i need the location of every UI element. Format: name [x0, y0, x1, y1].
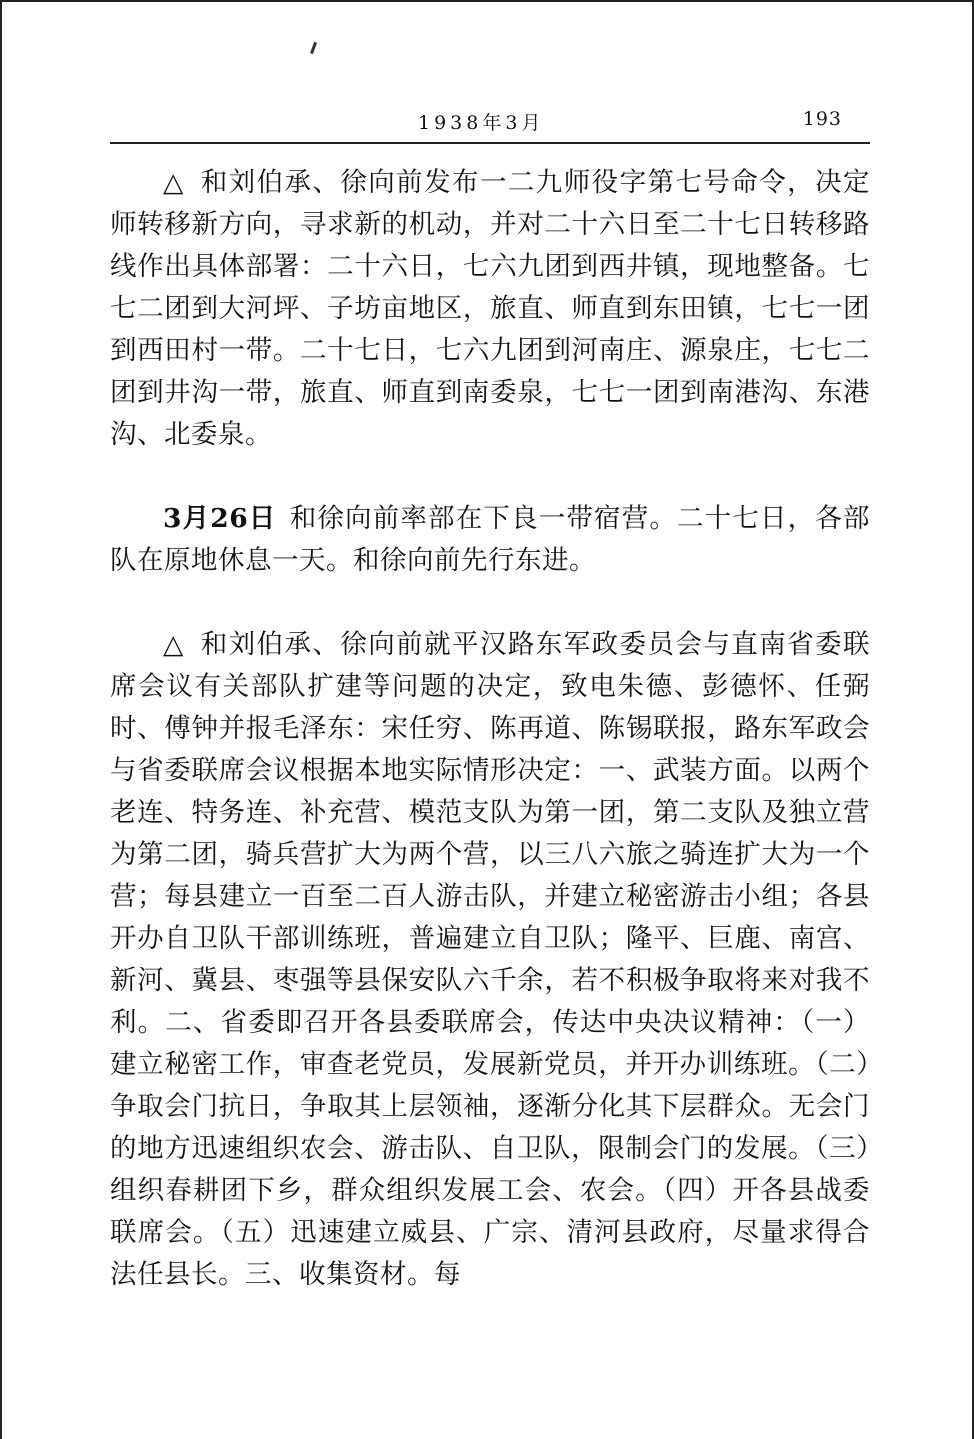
paragraph-1-text: 和刘伯承、徐向前发布一二九师役字第七号命令，决定师转移新方向，寻求新的机动，并对二十六日至二十七日转移路线作出具体部署：二十六日，七六九团到西井镇，现地整备。七七二团到大河坪、子坊亩地区，旅直、师直到东田镇，七七一团到西田村一带。二十七日，七六九团到河南庄、源泉庄，七七二团到井沟一带，旅直、师直到南委泉，七七一团到南港沟、东港沟、北委泉。	[110, 167, 870, 450]
triangle-marker: △	[163, 629, 185, 660]
paragraph-2	[110, 498, 870, 582]
scan-border-top	[0, 0, 974, 2]
paragraph-1	[110, 162, 870, 456]
running-head-date: 1938年3月	[418, 112, 545, 134]
running-head	[110, 108, 870, 134]
paragraph-3	[110, 624, 870, 1296]
paragraph-2-text: 和徐向前率部在下良一带宿营。二十七日，各部队在原地休息一天。和徐向前先行东进。	[110, 503, 871, 576]
header-rule	[110, 142, 870, 144]
scan-speck	[310, 42, 317, 54]
triangle-marker: △	[163, 167, 185, 198]
paragraph-3-text: 和刘伯承、徐向前就平汉路东军政委员会与直南省委联席会议有关部队扩建等问题的决定，致电朱德、彭德怀、任弼时、傅钟并报毛泽东：宋任穷、陈再道、陈锡联报，路东军政会与省委联席会议根据本地实际情形决定：一、武装方面。以两个老连、特务连、补充营、模范支队为第一团，第二支队及独立营为第二团，骑兵营扩大为两个营，以三八六旅之骑连扩大为一个营；每县建立一百至二百人游击队，并建立秘密游击小组；各县开办自卫队干部训练班，普遍建立自卫队；隆平、巨鹿、南宫、新河、冀县、枣强等县保安队六千余，若不积极争取将来对我不利。二、省委即召开各县委联席会，传达中央决议精神：（一）建立秘密工作，审查老党员，发展新党员，并开办训练班。（二）争取会门抗日，争取其上层领袖，逐渐分化其下层群众。无会门的地方迅速组织农会、游击队、自卫队，限制会门的发展。（三）组织春耕团下乡，群众组织发展工会、农会。（四）开各县战委联席会。（五）迅速建立威县、广宗、清河县政府，尽量求得合法任县长。三、收集资材。每	[110, 629, 870, 1290]
page-number: 193	[802, 108, 842, 130]
scan-border-left	[0, 0, 2, 1439]
entry-date: 3月26日	[163, 503, 277, 534]
